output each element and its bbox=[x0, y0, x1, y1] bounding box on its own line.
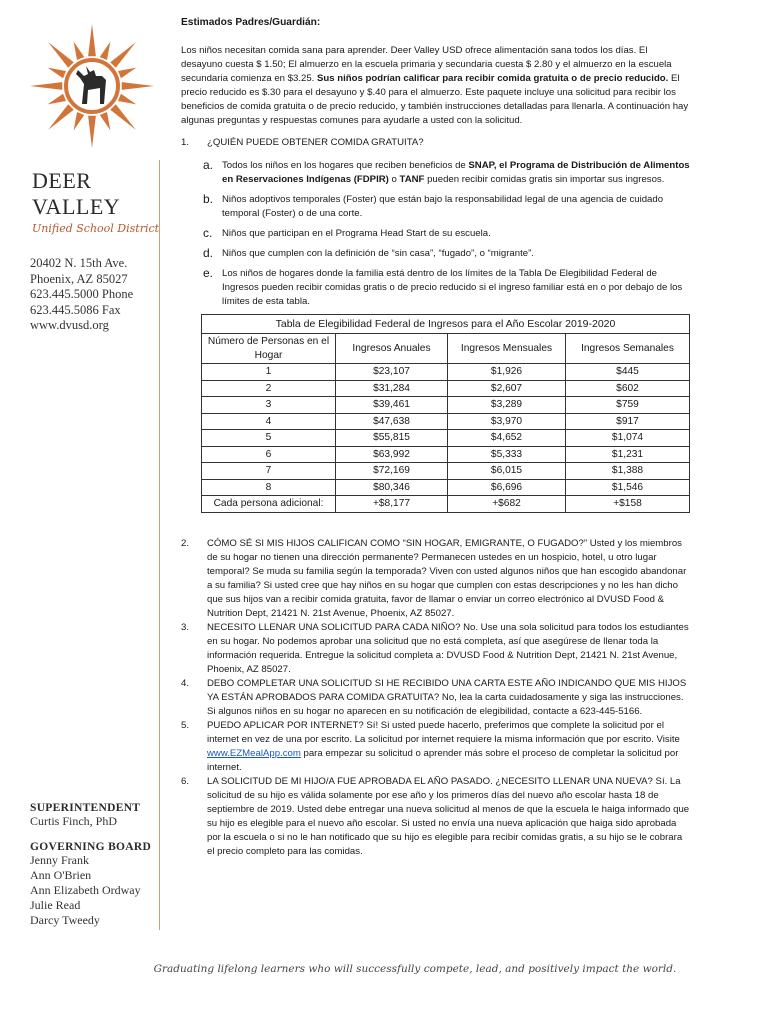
table-cell: +$8,177 bbox=[336, 496, 448, 513]
table-cell: 2 bbox=[202, 380, 336, 397]
intro-text: Los niños necesitan comida sana para aprender. Deer Valley USD ofrece alimentación sana todos los días. El desayuno cuesta $ 1.50; El almuerzo en la escuela primaria y secundaria cuesta $ 2.80 y el almuerzo en la escuela secundaria comienza en $3.25. bbox=[181, 45, 672, 84]
officials bbox=[30, 802, 151, 928]
question-3 bbox=[181, 621, 691, 677]
table-cell: $917 bbox=[566, 413, 690, 430]
table-caption: Tabla de Elegibilidad Federal de Ingresos para el Año Escolar 2019-2020 bbox=[201, 314, 690, 333]
address-fax: 623.445.5086 Fax bbox=[30, 302, 121, 317]
table-cell: $80,346 bbox=[336, 479, 448, 496]
question-number: 6. bbox=[181, 775, 190, 787]
board-member: Jenny Frank bbox=[30, 853, 89, 867]
table-cell: $63,992 bbox=[336, 446, 448, 463]
table-row bbox=[202, 380, 690, 397]
column-header: Ingresos Anuales bbox=[336, 334, 448, 364]
intro-text-2: El precio reducido es $.30 para el desayuno y $.40 para el almuerzo. Este paquete incluye una solicitud para recibir los beneficios de comida gratuita o de precio reducido, y también instrucciones detalladas para llenarla. A continuación hay algunas preguntas y respuestas comunes para ayudarle a usted con la solicitud. bbox=[181, 73, 689, 126]
question-number: 2. bbox=[181, 537, 190, 549]
brand-title: DEER VALLEY bbox=[32, 168, 121, 219]
item-text: Todos los niños en los hogares que reciben beneficios de SNAP, el Programa de Distribución de Alimentos en Reservaciones Indígenas (FDPIR) o TANF pueden recibir comidas gratis sin importar sus ingresos. bbox=[222, 160, 690, 185]
table-cell: 3 bbox=[202, 397, 336, 414]
brand bbox=[32, 168, 160, 235]
brand-subtitle: Unified School District bbox=[32, 222, 160, 235]
item-text: Niños que participan en el Programa Head Start de su escuela. bbox=[222, 228, 491, 239]
table-cell: +$682 bbox=[448, 496, 566, 513]
list-item bbox=[203, 246, 691, 261]
table-cell: 5 bbox=[202, 430, 336, 447]
question-4 bbox=[181, 677, 691, 719]
question-number: 1. bbox=[181, 137, 190, 148]
board-member: Darcy Tweedy bbox=[30, 913, 100, 927]
table-cell: +$158 bbox=[566, 496, 690, 513]
table-cell: $3,970 bbox=[448, 413, 566, 430]
table-row bbox=[202, 364, 690, 381]
table-cell: $31,284 bbox=[336, 380, 448, 397]
table-row bbox=[202, 479, 690, 496]
column-header: Ingresos Mensuales bbox=[448, 334, 566, 364]
table-cell: Cada persona adicional: bbox=[202, 496, 336, 513]
table-cell: $5,333 bbox=[448, 446, 566, 463]
table-row bbox=[202, 397, 690, 414]
table-cell: $47,638 bbox=[336, 413, 448, 430]
address-website[interactable]: www.dvusd.org bbox=[30, 318, 109, 332]
board-member: Julie Read bbox=[30, 898, 81, 912]
sun-ray bbox=[74, 42, 85, 60]
table-row bbox=[202, 463, 690, 480]
intro-paragraph bbox=[181, 44, 691, 128]
sun-ray bbox=[110, 42, 136, 68]
table-cell: $55,815 bbox=[336, 430, 448, 447]
table-cell: $1,926 bbox=[448, 364, 566, 381]
table-row bbox=[202, 430, 690, 447]
question-number: 4. bbox=[181, 677, 190, 689]
table-row bbox=[202, 446, 690, 463]
qa-list bbox=[181, 537, 691, 859]
item-text: Niños adoptivos temporales (Foster) que están bajo la responsabilidad legal de una agencia de cuidado temporal (Foster) o de una corte. bbox=[222, 194, 664, 219]
table-cell: $6,696 bbox=[448, 479, 566, 496]
question-6 bbox=[181, 775, 691, 859]
list-item bbox=[203, 226, 691, 241]
intro-bold-text: Sus niños podrían calificar para recibir comida gratuita o de precio reducido. bbox=[317, 73, 669, 84]
sun-ray bbox=[100, 112, 111, 130]
item-text: Niños que cumplen con la definición de “sin casa”, “fugado”, o “migrante”. bbox=[222, 248, 534, 259]
list-item bbox=[203, 192, 691, 221]
address-block bbox=[30, 256, 133, 334]
item-letter: b. bbox=[203, 192, 214, 206]
board-heading: GOVERNING BOARD bbox=[30, 841, 152, 853]
table-cell: $4,652 bbox=[448, 430, 566, 447]
table-body bbox=[202, 364, 690, 513]
question-text: NECESITO LLENAR UNA SOLICITUD PARA CADA NIÑO? No. Use una sola solicitud para todos los estudiantes en su hogar. No podemos aprobar una solicitud que no está completa, así que asegúrese de llenar toda la información requerida. Entregue la solicitud completa a: DVUSD Food & Nutrition Dept, 21421 N. 21st Avenue, Phoenix, AZ 85027. bbox=[207, 621, 689, 675]
table-cell: $3,289 bbox=[448, 397, 566, 414]
table-cell: $39,461 bbox=[336, 397, 448, 414]
item-text: Los niños de hogares donde la familia está dentro de los límites de la Tabla De Elegibilidad Federal de Ingresos pueden recibir comidas gratis o de precio reducido si el ingreso familiar está en o por debajo de los límites de esta tabla. bbox=[222, 268, 683, 307]
table-cell: 8 bbox=[202, 479, 336, 496]
table-cell: $72,169 bbox=[336, 463, 448, 480]
question-1 bbox=[181, 136, 691, 150]
table-cell: 1 bbox=[202, 364, 336, 381]
question-text: LA SOLICITUD DE MI HIJO/A FUE APROBADA EL AÑO PASADO. ¿NECESITO LLENAR UNA NUEVA? Sí. La solicitud de su hijo es válida solamente por ese año y los primeros días del nuevo año escolar hasta 18 de septiembre de 2019. Usted debe entregar una nueva solicitud al menos de que la escuela le haiga informado que su hijo es elegible para el nuevo año escolar. Si usted no envía una nueva aplicación que haiga sido aprobada por la escuela o si no le han notificado que su hijo es elegible para recibir comidas gratis, a su hijo se le cobrara el precio completo para las comidas. bbox=[207, 775, 690, 857]
sidebar-divider bbox=[159, 160, 160, 930]
table-cell: $1,546 bbox=[566, 479, 690, 496]
table-cell: $445 bbox=[566, 364, 690, 381]
letter-body bbox=[181, 16, 691, 859]
sun-ray bbox=[30, 82, 62, 90]
sun-logo-icon bbox=[30, 18, 154, 158]
footer-motto: Graduating lifelong learners who will successfully compete, lead, and positively impact the world. bbox=[153, 963, 677, 975]
sun-ray bbox=[48, 68, 66, 79]
item-letter: c. bbox=[203, 226, 213, 240]
column-header: Número de Personas en el Hogar bbox=[202, 334, 336, 364]
sidebar bbox=[0, 0, 160, 1024]
table-row bbox=[202, 413, 690, 430]
question-text: CÓMO SÉ SI MIS HIJOS CALIFICAN COMO “SIN HOGAR, EMIGRANTE, O FUGADO?” Usted y los miembros de su hogar no tienen una dirección permanente? Permanecen ustedes en un hospicio, hotel, u otro lugar temporal? Se muda su familia según la temporada? Viven con usted algunos niños que han escogido abandonar a su familia? Si usted cree que hay niños en su hogar que cumplen con estas descripciones y no les han dicho que sus hijos van a recibir comida gratuita, favor de llamar o enviar un correo electrónico al DVUSD Food & Nutrition Dept, 21421 N. 21st Avenue, Phoenix, AZ 85027. bbox=[207, 537, 687, 619]
column-header: Ingresos Semanales bbox=[566, 334, 690, 364]
table-header-row bbox=[202, 334, 690, 364]
eligibility-table bbox=[201, 314, 690, 513]
question-text: DEBO COMPLETAR UNA SOLICITUD SI HE RECIBIDO UNA CARTA ESTE AÑO INDICANDO QUE MIS HIJOS YA ESTÁN APROBADOS PARA COMIDA GRATUITA? No, lea la carta cuidadosamente y siga las instrucciones. Si algunos niños en su hogar no aparecen en su notificación de elegibilidad, contacte a 623-445-5166. bbox=[207, 677, 687, 717]
table-cell: $602 bbox=[566, 380, 690, 397]
table-cell: 4 bbox=[202, 413, 336, 430]
table-cell: 7 bbox=[202, 463, 336, 480]
question-number: 5. bbox=[181, 719, 190, 731]
sun-ray bbox=[48, 42, 74, 68]
address-phone: 623.445.5000 Phone bbox=[30, 287, 134, 301]
table-cell: $1,074 bbox=[566, 430, 690, 447]
sun-ray bbox=[88, 116, 96, 148]
superintendent-heading: SUPERINTENDENT bbox=[30, 802, 141, 814]
table-cell: $1,388 bbox=[566, 463, 690, 480]
sun-ray bbox=[122, 82, 154, 90]
ezmealapp-link[interactable]: www.EZMealApp.com bbox=[207, 747, 301, 759]
question-text: PUEDO APLICAR POR INTERNET? Sí! Si usted puede hacerlo, preferimos que complete la solicitud por el internet en vez de una por escrito. La solicitud por internet requiere la misma información que por escrito. Visite www.EZMealApp.com para empezar su solicitud o aprender más sobre el proceso de completar la solicitud por internet. bbox=[207, 719, 680, 773]
board-member: Ann O'Brien bbox=[30, 868, 92, 882]
sun-ray bbox=[110, 104, 136, 130]
superintendent-name: Curtis Finch, PhD bbox=[30, 814, 118, 828]
question-2 bbox=[181, 537, 691, 621]
table-cell: $759 bbox=[566, 397, 690, 414]
list-item bbox=[203, 158, 691, 187]
sun-ray bbox=[118, 94, 136, 105]
question-title: ¿QUIÉN PUEDE OBTENER COMIDA GRATUITA? bbox=[207, 137, 424, 148]
table-cell: $6,015 bbox=[448, 463, 566, 480]
table-cell: $1,231 bbox=[566, 446, 690, 463]
sun-ray bbox=[48, 94, 66, 105]
item-letter: a. bbox=[203, 158, 214, 172]
address-city: Phoenix, AZ 85027 bbox=[30, 271, 128, 286]
table-cell: 6 bbox=[202, 446, 336, 463]
sun-ray bbox=[88, 24, 96, 56]
address-street: 20402 N. 15th Ave. bbox=[30, 256, 128, 270]
item-letter: d. bbox=[203, 246, 214, 260]
sun-ray bbox=[74, 112, 85, 130]
table-cell: $2,607 bbox=[448, 380, 566, 397]
greeting: Estimados Padres/Guardián: bbox=[181, 17, 321, 28]
table-cell: $23,107 bbox=[336, 364, 448, 381]
eligibility-list bbox=[203, 158, 691, 309]
board-member: Ann Elizabeth Ordway bbox=[30, 883, 141, 897]
item-letter: e. bbox=[203, 266, 214, 280]
sun-ray bbox=[100, 42, 111, 60]
sun-ray bbox=[48, 104, 74, 130]
question-5 bbox=[181, 719, 691, 775]
question-number: 3. bbox=[181, 621, 190, 633]
table-row bbox=[202, 496, 690, 513]
sun-ray bbox=[118, 68, 136, 79]
list-item bbox=[203, 266, 691, 309]
